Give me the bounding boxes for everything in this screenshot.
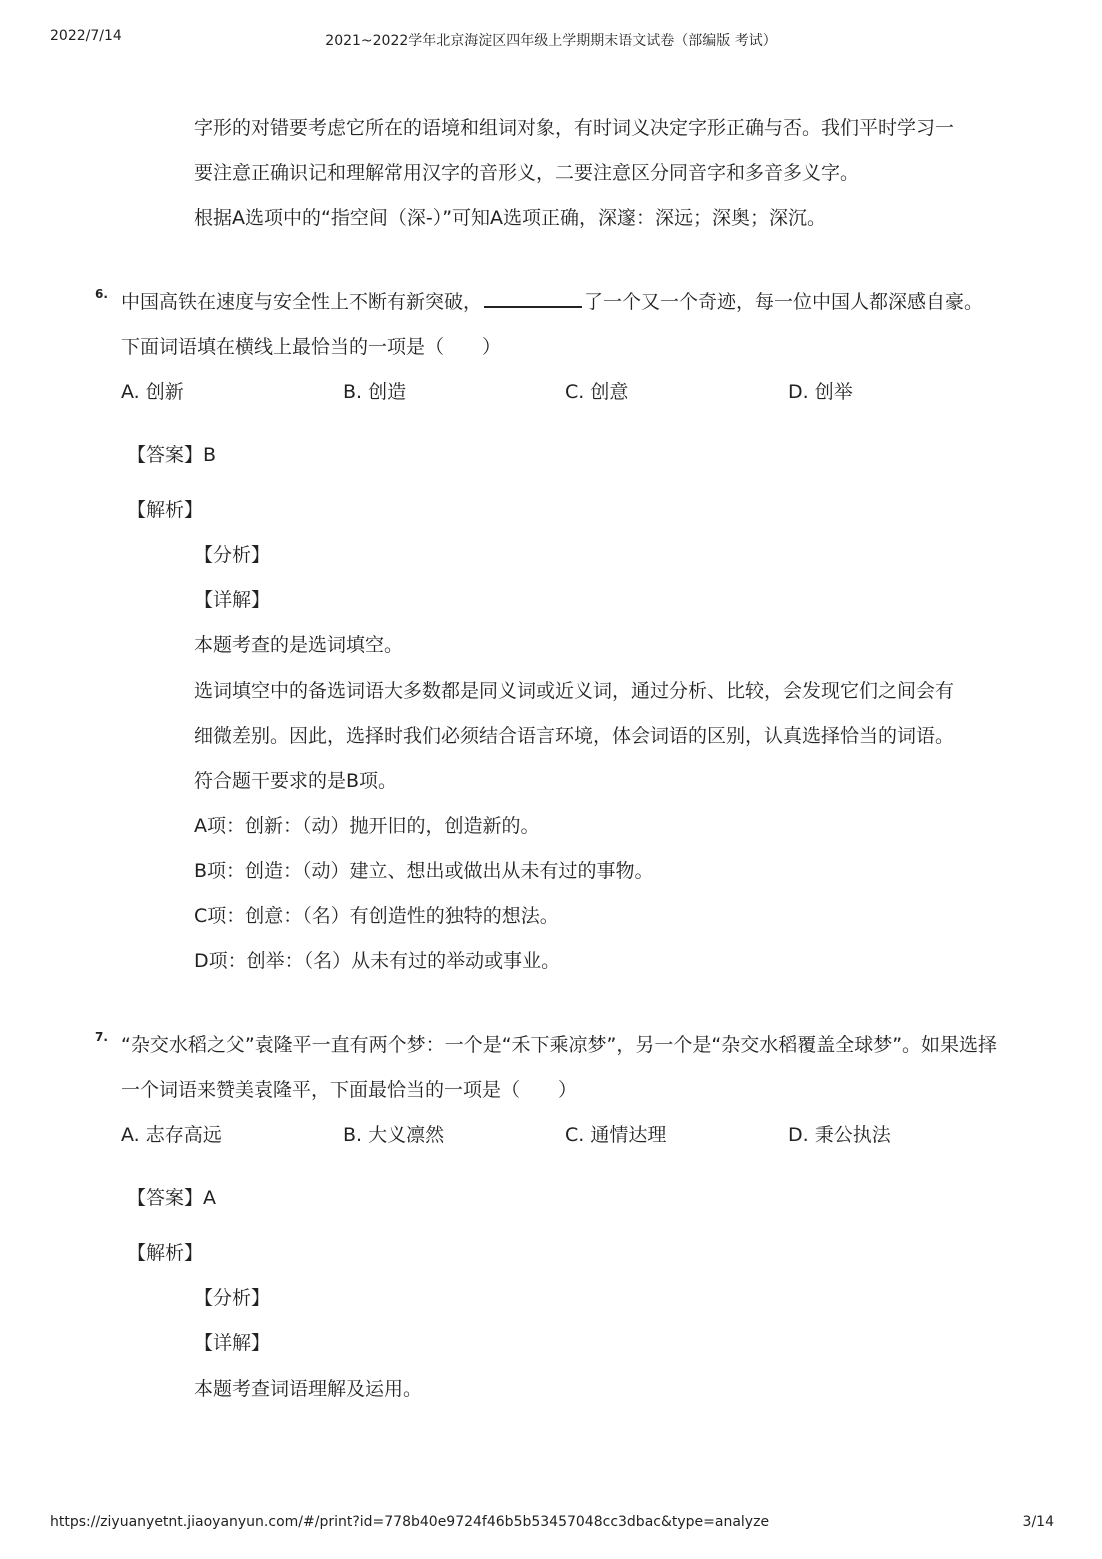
answer-label: 【答案】: [127, 444, 204, 466]
question-7-xiangjie-label: 【详解】: [194, 1332, 271, 1354]
print-date: 2022/7/14: [50, 28, 122, 44]
question-6-option-d: D. 创举: [788, 381, 853, 403]
continued-line-2: 要注意正确识记和理解常用汉字的音形义，二要注意区分同音字和多音多义字。: [194, 162, 860, 184]
question-6-option-a: A. 创新: [121, 381, 184, 403]
question-7-option-d: D. 秉公执法: [788, 1124, 891, 1146]
question-6-number: 6.: [95, 287, 108, 301]
question-7-stem-line-2: 一个词语来赞美袁隆平，下面最恰当的一项是（ ）: [121, 1079, 578, 1101]
answer-value: B: [203, 444, 217, 466]
question-7-option-c: C. 通情达理: [565, 1124, 667, 1146]
question-6-stem-part-1: 中国高铁在速度与安全性上不断有新突破，: [121, 291, 483, 313]
document-title: 2021~2022学年北京海淀区四年级上学期期末语文试卷（部编版 考试）: [325, 33, 777, 49]
question-7-answer: [127, 1184, 216, 1212]
question-7-stem-line-1: “杂交水稻之父”袁隆平一直有两个梦：一个是“禾下乘凉梦”，另一个是“杂交水稻覆盖全球梦”。如果选择: [121, 1034, 998, 1056]
question-6-detail-line: 本题考查的是选词填空。: [194, 634, 404, 656]
question-6-detail-line: D项：创举：（名）从未有过的举动或事业。: [194, 950, 561, 972]
question-6-option-b: B. 创造: [343, 381, 407, 403]
question-6-xiangjie-label: 【详解】: [194, 589, 271, 611]
question-6-detail-line: B项：创造：（动）建立、想出或做出从未有过的事物。: [194, 860, 654, 882]
question-7-option-a: A. 志存高远: [121, 1124, 222, 1146]
question-6-option-c: C. 创意: [565, 381, 629, 403]
question-7-analysis-label: 【解析】: [127, 1242, 204, 1264]
question-6-analysis-label: 【解析】: [127, 499, 204, 521]
page-url: https://ziyuanyetnt.jiaoyanyun.com/#/print?id=778b40e9724f46b5b53457048cc3dbac&type=analyze: [50, 1514, 770, 1530]
question-7-number: 7.: [95, 1030, 108, 1044]
question-6-fenxi-label: 【分析】: [194, 544, 271, 566]
answer-label: 【答案】: [127, 1187, 204, 1209]
answer-value: A: [203, 1187, 217, 1209]
question-6-answer: [127, 441, 216, 469]
question-6-detail-line: 细微差别。因此，选择时我们必须结合语言环境，体会词语的区别，认真选择恰当的词语。: [194, 725, 955, 747]
question-6-stem-line-1: [121, 288, 983, 316]
question-6-detail-line: A项：创新：（动）抛开旧的，创造新的。: [194, 815, 540, 837]
question-6-detail-line: 选词填空中的备选词语大多数都是同义词或近义词，通过分析、比较，会发现它们之间会有: [194, 680, 955, 702]
question-7-fenxi-label: 【分析】: [194, 1287, 271, 1309]
question-6-detail-line: 符合题干要求的是B项。: [194, 770, 398, 792]
continued-line-3: 根据A选项中的“指空间（深-）”可知A选项正确，深邃：深远；深奥；深沉。: [194, 207, 827, 229]
page-number: 3/14: [1022, 1514, 1054, 1530]
question-7-detail-line: 本题考查词语理解及运用。: [194, 1378, 423, 1400]
question-6-detail-line: C项：创意：（名）有创造性的独特的想法。: [194, 905, 559, 927]
fill-blank: [484, 288, 582, 308]
question-6-stem-line-2: 下面词语填在横线上最恰当的一项是（ ）: [121, 336, 502, 358]
continued-line-1: 字形的对错要考虑它所在的语境和组词对象，有时词义决定字形正确与否。我们平时学习一: [194, 117, 955, 139]
question-6-stem-part-2: 了一个又一个奇迹，每一位中国人都深感自豪。: [584, 291, 984, 313]
question-7-option-b: B. 大义凛然: [343, 1124, 445, 1146]
